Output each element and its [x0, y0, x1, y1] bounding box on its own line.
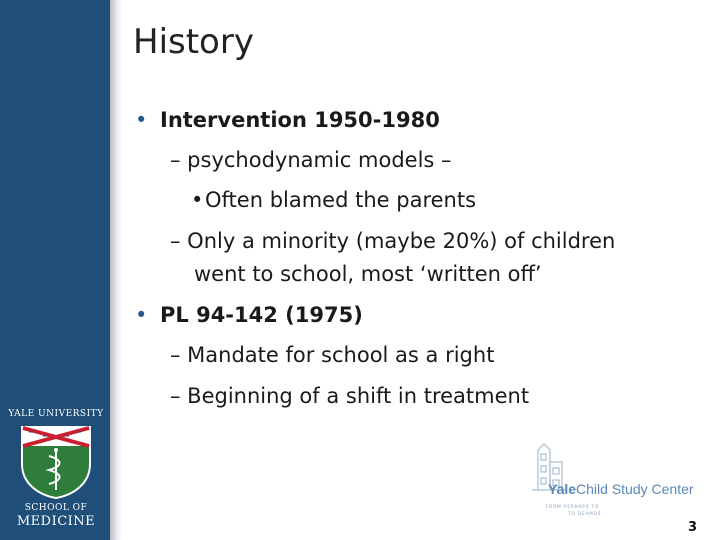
bullet-dot-icon: •	[191, 188, 204, 212]
school-of-label: SCHOOL OF	[24, 503, 88, 513]
medicine-label: MEDICINE	[16, 514, 96, 529]
logo-tagline: TO DEAMOS	[568, 511, 602, 516]
bullet-level2	[170, 384, 529, 408]
bullet-text: went to school, most ‘written off’	[194, 262, 542, 286]
bullet-text: – psychodynamic models –	[170, 148, 452, 172]
bullet-continuation	[194, 262, 542, 286]
page-number: 3	[688, 520, 698, 535]
slide-title: History	[133, 22, 254, 62]
bullet-text: – Beginning of a shift in treatment	[170, 384, 530, 408]
bullet-text: – Mandate for school as a right	[170, 343, 495, 367]
yale-medicine-shield-icon	[19, 424, 93, 500]
sidebar-shadow	[110, 0, 122, 540]
logo-tagline: FROM PERHAPS TO	[546, 504, 600, 509]
bullet-level2	[170, 148, 452, 172]
child-study-center-logo	[548, 481, 694, 497]
bullet-level1	[135, 303, 363, 327]
bullet-level2	[170, 229, 615, 253]
bullet-level1	[135, 108, 440, 132]
bullet-text: Intervention 1950-1980	[160, 108, 440, 132]
bullet-dot-icon: •	[135, 303, 148, 327]
yale-university-label: YALE UNIVERSITY	[8, 409, 104, 419]
logo-yale-word: Yale	[548, 481, 577, 497]
bullet-level2	[170, 343, 494, 367]
bullet-text: Often blamed the parents	[205, 188, 477, 212]
bullet-text: – Only a minority (maybe 20%) of children	[170, 229, 616, 253]
bullet-text: PL 94-142 (1975)	[160, 303, 363, 327]
bullet-level3	[191, 188, 477, 212]
logo-center-words: Child Study Center	[576, 481, 694, 497]
bullet-dot-icon: •	[135, 108, 148, 132]
